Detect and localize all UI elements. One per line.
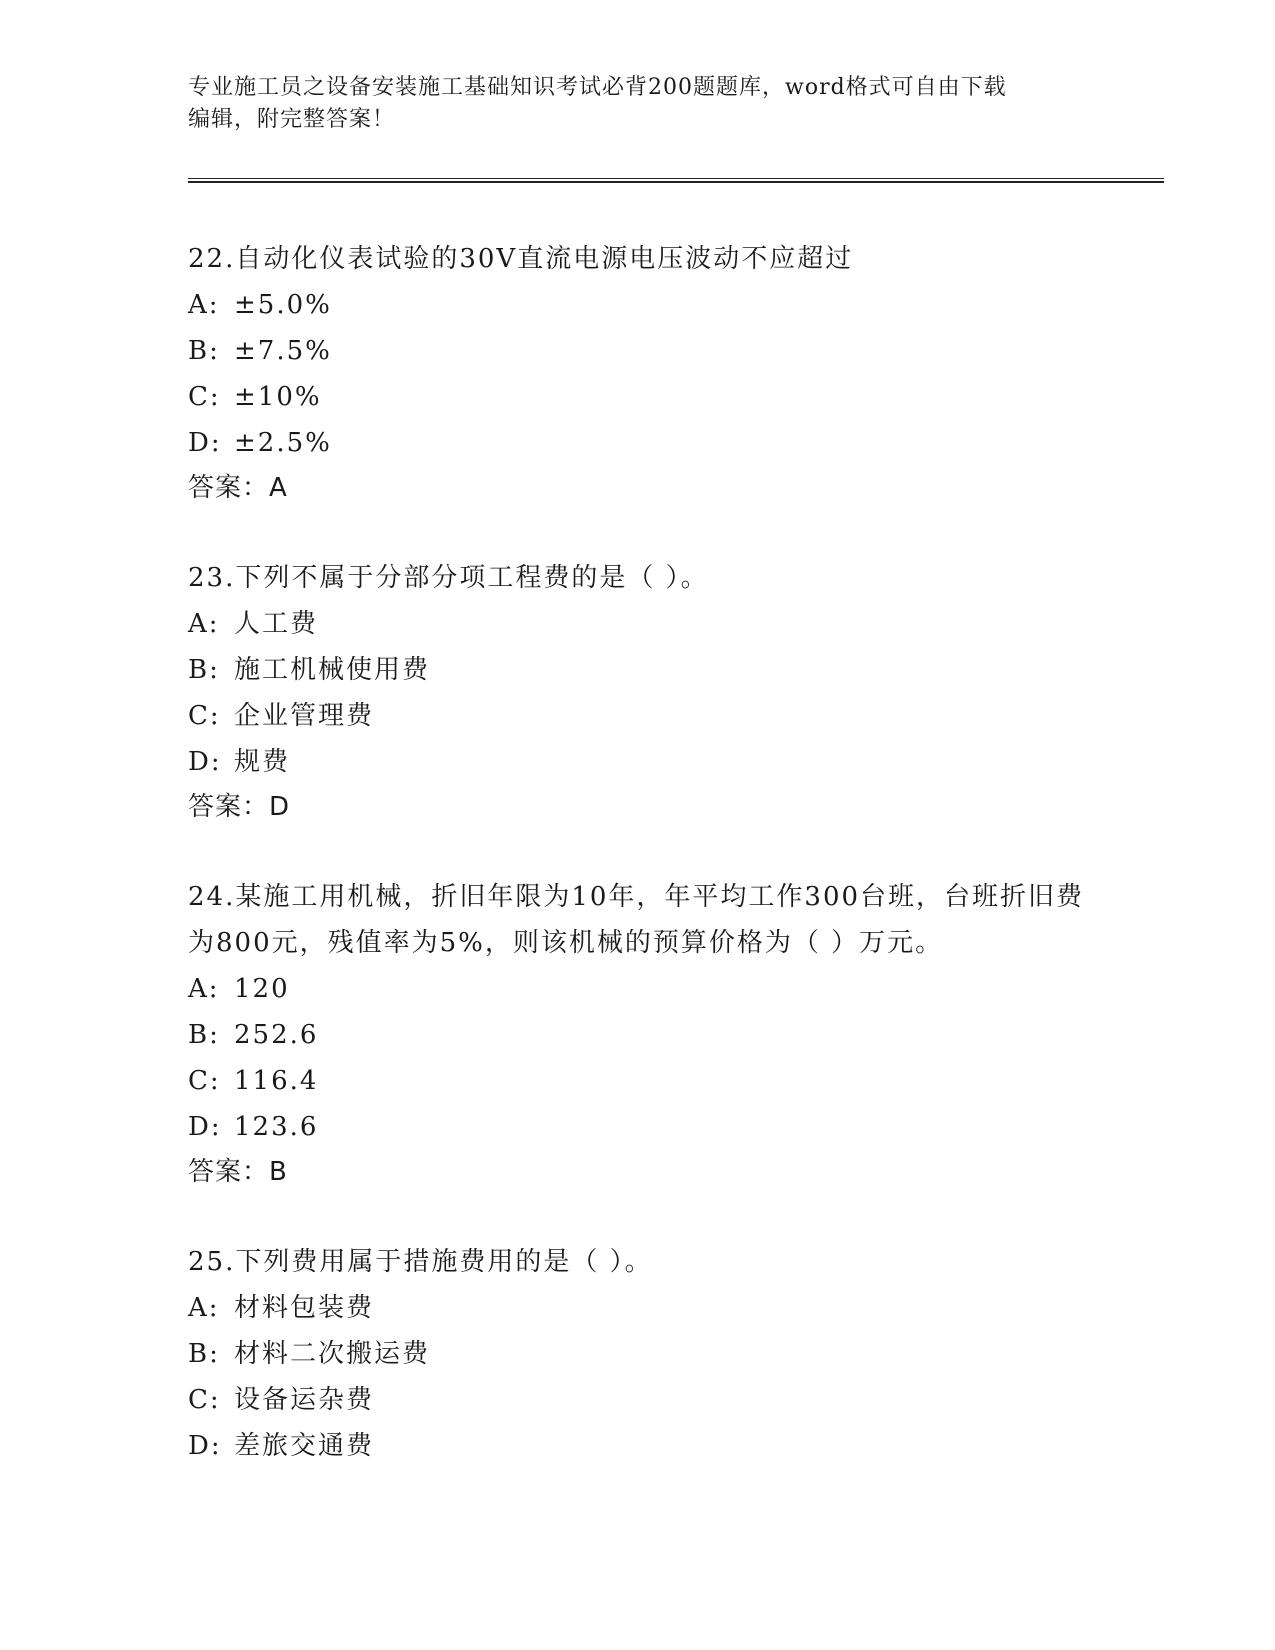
option-letter: C:: [188, 1385, 221, 1415]
option-d: [188, 1104, 1088, 1150]
answer-line: 答案：D: [188, 792, 291, 822]
option-text: 规费: [234, 747, 291, 777]
option-letter: C:: [188, 701, 221, 731]
option-text: 人工费: [234, 609, 319, 639]
option-c: [188, 1058, 1088, 1104]
option-letter: D:: [188, 428, 222, 458]
option-b: [188, 1012, 1088, 1058]
option-a: [188, 601, 1088, 647]
header-title-line-2: 编辑，附完整答案！: [188, 107, 396, 132]
question-title: 25.下列费用属于措施费用的是（ ）。: [188, 1247, 653, 1277]
option-text: 企业管理费: [234, 701, 375, 731]
option-letter: A:: [188, 609, 220, 639]
option-d: [188, 1423, 1088, 1469]
question-25: [188, 1239, 1088, 1469]
divider-thin-line: [188, 178, 1164, 179]
option-c: [188, 374, 1088, 420]
option-a: [188, 1285, 1088, 1331]
option-text: 116.4: [234, 1066, 319, 1096]
option-text: ±7.5%: [234, 336, 332, 366]
option-text: 123.6: [234, 1112, 319, 1142]
option-text: 材料包装费: [234, 1293, 375, 1323]
option-letter: A:: [188, 974, 220, 1004]
option-text: 材料二次搬运费: [234, 1339, 431, 1369]
answer-line: 答案：B: [188, 1157, 288, 1187]
question-24: [188, 874, 1088, 1194]
option-letter: B:: [188, 336, 220, 366]
option-text: 差旅交通费: [234, 1431, 375, 1461]
option-text: 120: [234, 974, 290, 1004]
option-letter: D:: [188, 747, 222, 777]
option-d: [188, 739, 1088, 785]
question-22: [188, 236, 1088, 510]
option-text: 施工机械使用费: [234, 655, 431, 685]
divider-thick-line: [188, 181, 1164, 183]
document-header: [188, 72, 1088, 136]
option-letter: B:: [188, 1020, 220, 1050]
option-a: [188, 282, 1088, 328]
option-letter: B:: [188, 655, 220, 685]
option-text: ±10%: [234, 382, 322, 412]
option-c: [188, 1377, 1088, 1423]
option-letter: B:: [188, 1339, 220, 1369]
option-letter: C:: [188, 382, 221, 412]
option-text: ±5.0%: [234, 290, 332, 320]
answer-line: 答案：A: [188, 473, 288, 503]
option-text: ±2.5%: [234, 428, 332, 458]
option-letter: C:: [188, 1066, 221, 1096]
header-title-line-1: 专业施工员之设备安装施工基础知识考试必背200题题库，word格式可自由下载: [188, 75, 1007, 100]
option-letter: A:: [188, 1293, 220, 1323]
option-b: [188, 1331, 1088, 1377]
option-letter: A:: [188, 290, 220, 320]
option-text: 252.6: [234, 1020, 319, 1050]
question-list: [188, 236, 1088, 1514]
option-b: [188, 328, 1088, 374]
option-letter: D:: [188, 1112, 222, 1142]
option-c: [188, 693, 1088, 739]
header-divider: [188, 178, 1164, 183]
option-b: [188, 647, 1088, 693]
question-title: 22.自动化仪表试验的30V直流电源电压波动不应超过: [188, 244, 854, 274]
question-title: 23.下列不属于分部分项工程费的是（ ）。: [188, 563, 709, 593]
option-d: [188, 420, 1088, 466]
question-23: [188, 555, 1088, 829]
option-a: [188, 966, 1088, 1012]
question-title: 24.某施工用机械，折旧年限为10年，年平均工作300台班，台班折旧费为800元，残值率为5%，则该机械的预算价格为（ ）万元。: [188, 882, 1085, 958]
option-text: 设备运杂费: [234, 1385, 375, 1415]
option-letter: D:: [188, 1431, 222, 1461]
